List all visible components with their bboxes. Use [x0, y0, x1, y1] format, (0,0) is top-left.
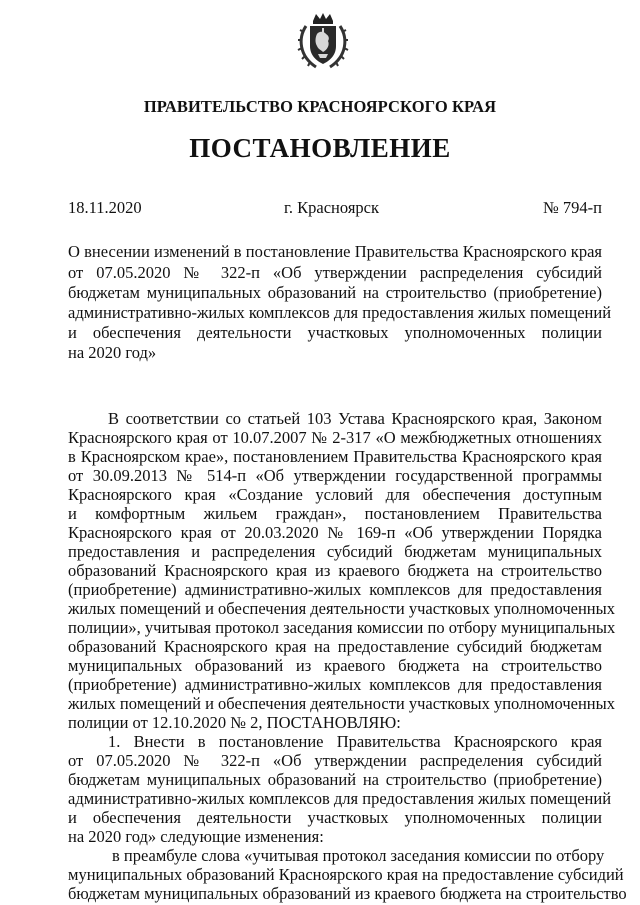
body-line: жилых помещений и обеспечения деятельности участковых уполномоченных — [68, 599, 615, 618]
body-line: предоставления и распределения субсидий бюджетам муниципальных — [68, 542, 602, 561]
body-line: бюджетам муниципальных образований из краевого бюджета на строительство — [68, 884, 627, 903]
title-line: от 07.05.2020 № 322-п «Об утверждении распределения субсидий — [68, 263, 602, 282]
title-line: О внесении изменений в постановление Правительства Красноярского края — [68, 242, 602, 261]
body-line: Красноярского края «Создание условий для обеспечения доступным — [68, 485, 602, 504]
body-line: (приобретение) административно-жилых комплексов для предоставления — [68, 580, 602, 599]
title-line: бюджетам муниципальных образований на строительство (приобретение) — [68, 283, 602, 302]
title-line: и обеспечения деятельности участковых уполномоченных полиции — [68, 323, 602, 342]
body-line: административно-жилых комплексов для предоставления жилых помещений — [68, 789, 612, 808]
body-line: Красноярского края от 10.07.2007 № 2-317 «О межбюджетных отношениях — [68, 428, 602, 447]
title-line: на 2020 год» — [68, 343, 157, 362]
body-line: муниципальных образований из краевого бюджета на строительство — [68, 656, 602, 675]
body-line: от 30.09.2013 № 514-п «Об утверждении государственной программы — [68, 466, 602, 485]
body-line: в преамбуле слова «учитывая протокол заседания комиссии по отбору — [112, 846, 605, 865]
body-line: В соответствии со статьей 103 Устава Красноярского края, Законом — [108, 409, 602, 428]
document-date: 18.11.2020 — [68, 198, 142, 217]
body-line: (приобретение) административно-жилых комплексов для предоставления — [68, 675, 602, 694]
document-type: ПОСТАНОВЛЕНИЕ — [189, 133, 451, 163]
body-line: в Красноярском крае», постановлением Правительства Красноярского края — [68, 447, 602, 466]
body-line: муниципальных образований Красноярского края на предоставление субсидий — [68, 865, 624, 884]
body-line: жилых помещений и обеспечения деятельности участковых уполномоченных — [68, 694, 615, 713]
body-line: полиции от 12.10.2020 № 2, ПОСТАНОВЛЯЮ: — [68, 713, 401, 732]
body-line: образований Красноярского края из краевого бюджета на строительство — [68, 561, 602, 580]
coat-of-arms-icon — [296, 12, 350, 70]
body-line: и обеспечения деятельности участковых уполномоченных полиции — [68, 808, 602, 827]
title-line: административно-жилых комплексов для предоставления жилых помещений — [68, 303, 612, 322]
body-line: от 07.05.2020 № 322-п «Об утверждении распределения субсидий — [68, 751, 602, 770]
body-line: полиции», учитывая протокол заседания комиссии по отбору муниципальных — [68, 618, 616, 637]
body-line: 1. Внести в постановление Правительства Красноярского края — [108, 732, 602, 751]
body-line: бюджетам муниципальных образований на строительство (приобретение) — [68, 770, 602, 789]
body-line: и комфортным жильем граждан», постановлением Правительства — [68, 504, 602, 523]
government-name: ПРАВИТЕЛЬСТВО КРАСНОЯРСКОГО КРАЯ — [143, 97, 497, 116]
body-line: образований Красноярского края на предоставление субсидий бюджетам — [68, 637, 602, 656]
document-city: г. Красноярск — [284, 198, 380, 217]
body-line: на 2020 год» следующие изменения: — [68, 827, 324, 846]
body-line: Красноярского края от 20.03.2020 № 169-п «Об утверждении Порядка — [68, 523, 602, 542]
document-number: № 794-п — [543, 198, 602, 217]
